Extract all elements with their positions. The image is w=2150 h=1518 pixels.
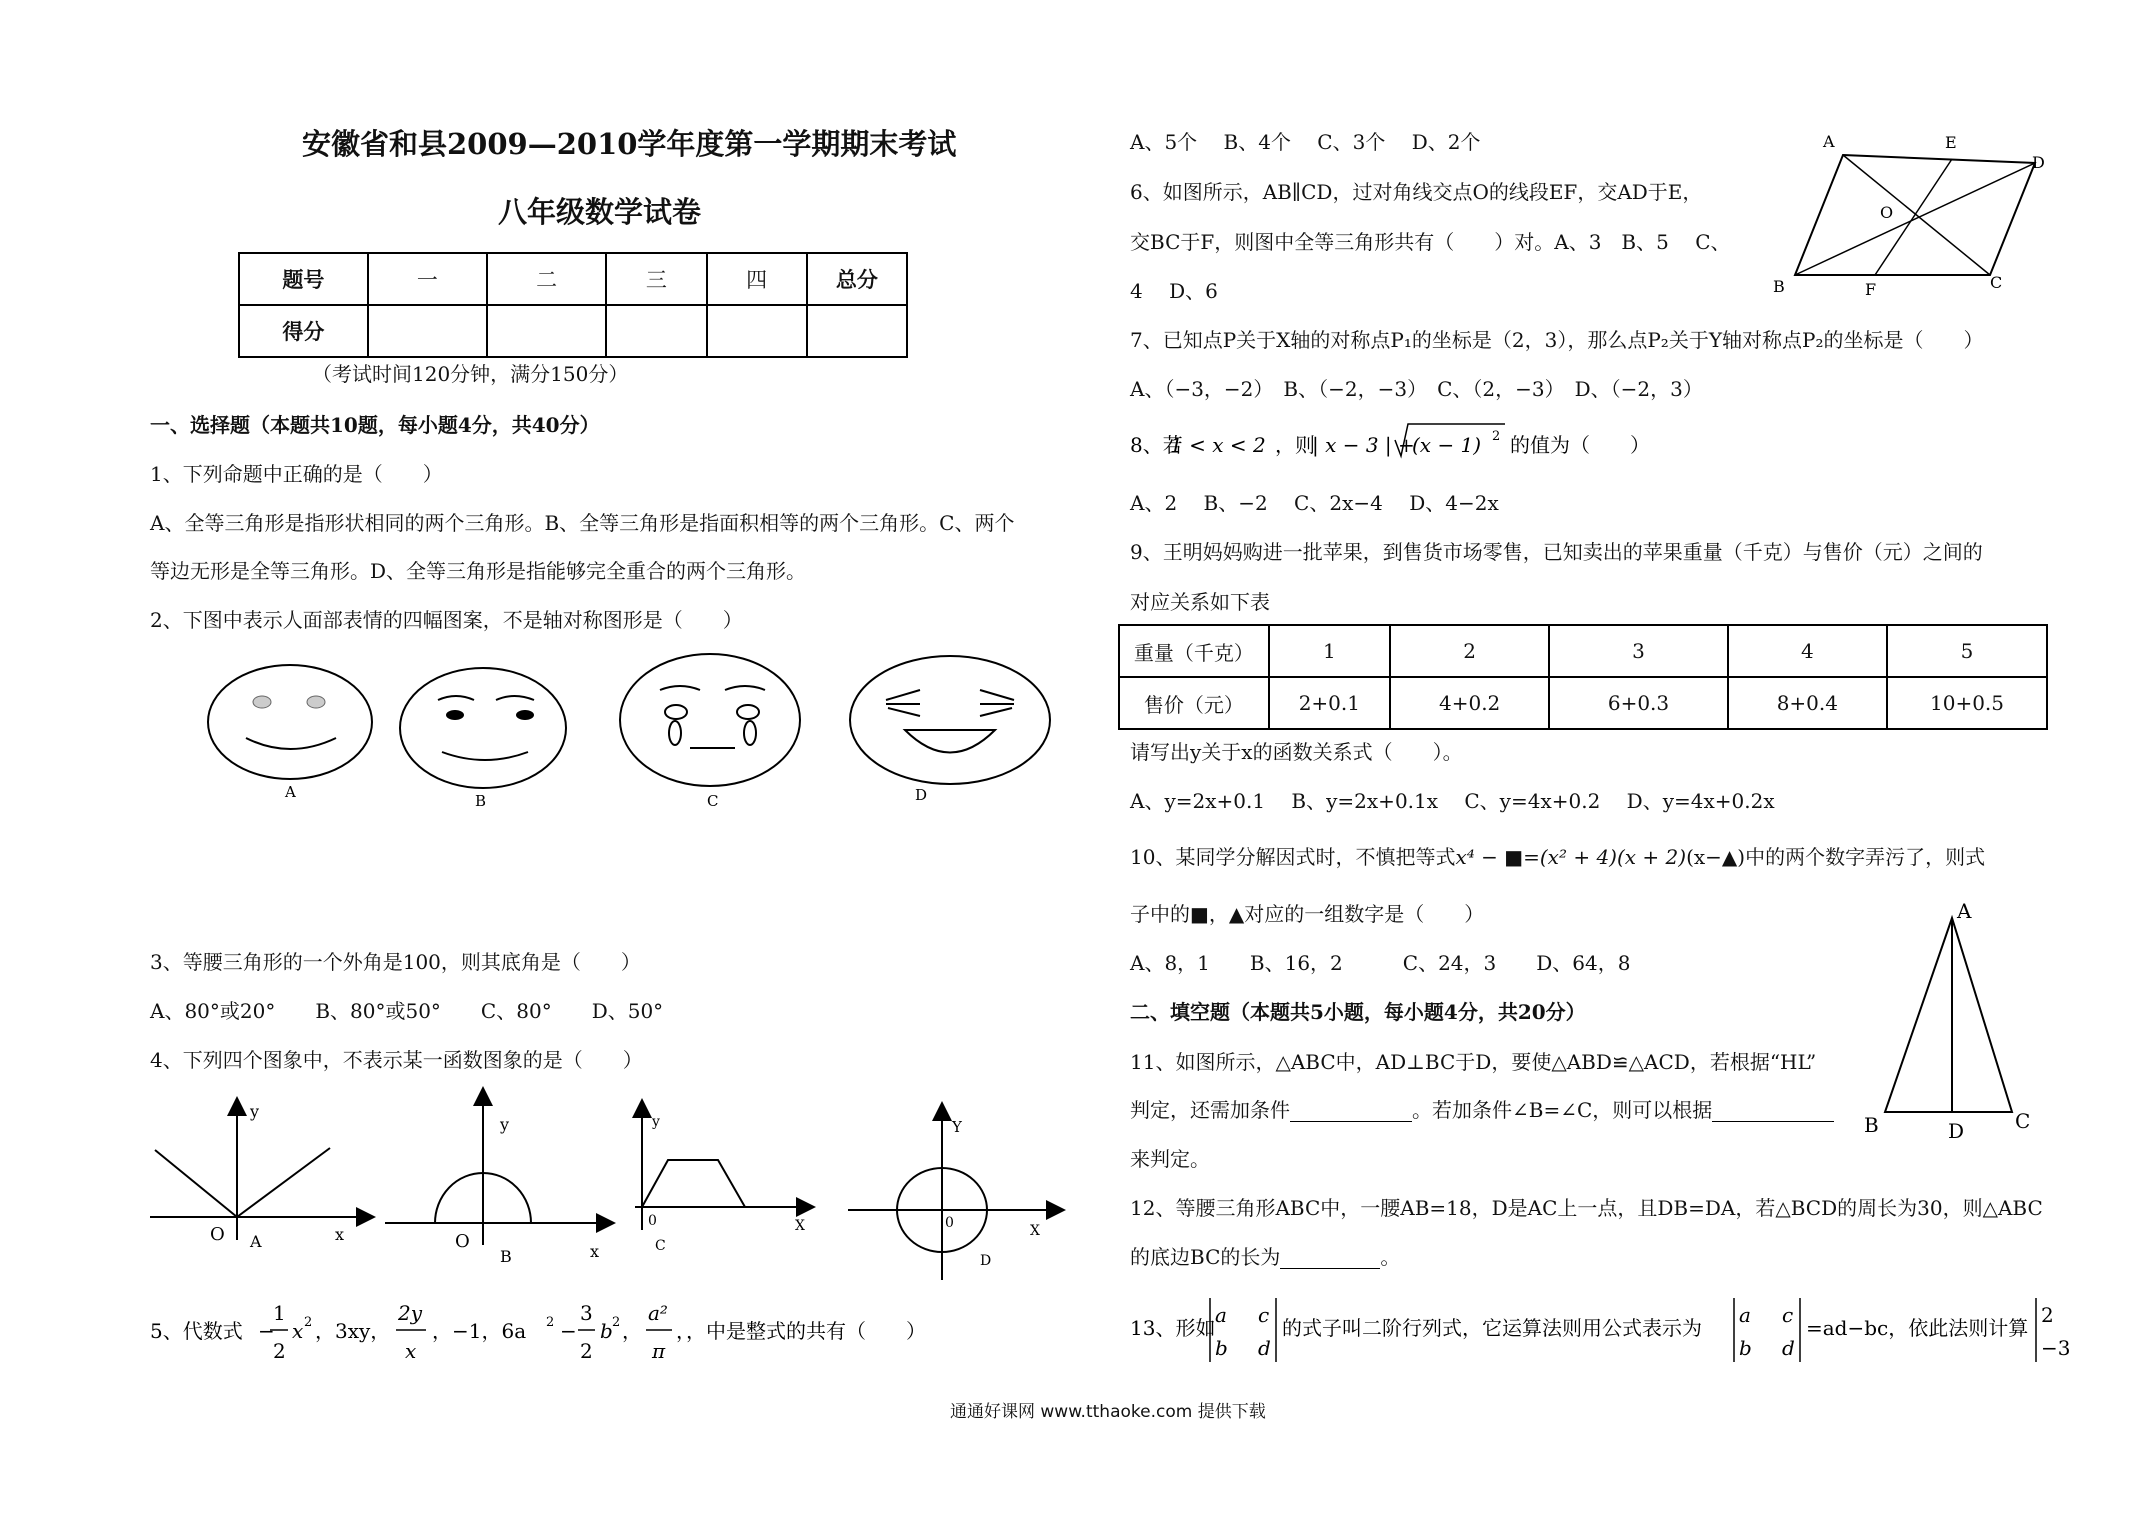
q13-prefix: 13、形如 <box>1130 1316 1216 1340</box>
score-row-label: 得分 <box>239 305 368 357</box>
graph-b-label: B <box>500 1247 512 1266</box>
graph-b-origin: O <box>455 1231 470 1252</box>
q7-options: A、（−3，−2） B、（−2，−3） C、（2，−3） D、（−2，3） <box>1130 377 1703 401</box>
graph-c-y-label: y <box>652 1114 660 1130</box>
q9-line2: 对应关系如下表 <box>1130 590 1270 614</box>
q1-line1: A、全等三角形是指形状相同的两个三角形。B、全等三角形是指面积相等的两个三角形。C、两个 <box>150 511 1015 535</box>
q9-cell: 8+0.4 <box>1728 677 1887 729</box>
q9-cell: 售价（元） <box>1119 677 1269 729</box>
q5-frac2-den: x <box>405 1339 417 1363</box>
q5-frac4-num: a² <box>648 1301 668 1325</box>
q10-options: A、8，1 B、16，2 C、24，3 D、64，8 <box>1130 951 1631 975</box>
face-label-d: D <box>915 786 928 804</box>
time-note: （考试时间120分钟，满分150分） <box>312 362 629 386</box>
graph-d-label: D <box>980 1253 992 1269</box>
q13-mid: 的式子叫二阶行列式，它运算法则用公式表示为 <box>1282 1316 1702 1340</box>
q11-label-c: C <box>2015 1109 2031 1133</box>
q11-line2b: 。若加条件∠B=∠C，则可以根据 <box>1412 1098 1713 1122</box>
q13-det1-a: a <box>1215 1303 1227 1327</box>
face-label-b: B <box>475 792 487 810</box>
graph-c-origin: 0 <box>648 1213 657 1229</box>
q8-sup: 2 <box>1492 429 1501 444</box>
q9-cell: 4+0.2 <box>1390 677 1549 729</box>
graph-c-x-label: X <box>795 1218 805 1234</box>
q6-label-b: B <box>1773 277 1785 296</box>
q6-line1: 6、如图所示，AB∥CD，过对角线交点O的线段EF，交AD于E， <box>1130 180 1703 204</box>
graph-d-origin: 0 <box>945 1215 954 1231</box>
face-label-c: C <box>707 792 719 810</box>
q5-part2: ，3xy， <box>315 1319 391 1343</box>
q9-after: 请写出y关于x的函数关系式（ ）。 <box>1130 740 1463 764</box>
q5-frac3-num: 3 <box>580 1301 593 1325</box>
q6-line3: 4 D、6 <box>1130 279 1218 303</box>
q11-line3: 来判定。 <box>1130 1147 1210 1171</box>
q9-cell: 10+0.5 <box>1887 677 2047 729</box>
q5-frac3-den: 2 <box>580 1339 593 1363</box>
graph-d-x-label: X <box>1030 1223 1040 1239</box>
q11-label-d: D <box>1948 1119 1965 1143</box>
q5-suffix: ，，中是整式的共有（ ） <box>676 1319 926 1343</box>
graph-a-label: A <box>250 1232 262 1251</box>
q12-line1: 12、等腰三角形ABC中，一腰AB=18，D是AC上一点，且DB=DA，若△BCD的周长为30，则△ABC <box>1130 1196 2043 1220</box>
q6-label-e: E <box>1945 133 1957 152</box>
q11-label-b: B <box>1864 1113 1879 1137</box>
q5-comma: ， <box>622 1319 642 1343</box>
q2-stem: 2、下图中表示人面部表情的四幅图案，不是轴对称图形是（ ） <box>150 608 743 632</box>
q9-line1: 9、王明妈妈购进一批苹果，到售货市场零售，已知卖出的苹果重量（千克）与售价（元）之间的 <box>1130 540 1983 564</box>
q8-abs: | x − 3 | + <box>1312 433 1415 457</box>
score-header-cell: 四 <box>707 253 807 305</box>
q10-prefix: 10、某同学分解因式时，不慎把等式 <box>1130 845 1456 869</box>
score-header-cell: 三 <box>606 253 706 305</box>
q6-label-f: F <box>1865 280 1877 299</box>
q9-cell: 6+0.3 <box>1549 677 1727 729</box>
q13-det1-c: c <box>1258 1303 1270 1327</box>
q8-mid: ，则 <box>1275 433 1315 457</box>
q11-line1: 11、如图所示，△ABC中，AD⊥BC于D，要使△ABD≌△ACD，若根据“HL” <box>1130 1050 1817 1074</box>
score-header-cell: 总分 <box>807 253 907 305</box>
q6-label-c: C <box>1990 273 2003 292</box>
q9-cell: 2 <box>1390 625 1549 677</box>
section2-heading: 二、填空题（本题共5小题，每小题4分，共20分） <box>1130 1000 1586 1024</box>
q5-x: x <box>292 1319 304 1343</box>
q8-range: 1 < x < 2 <box>1170 433 1266 457</box>
q5-frac2-num: 2y <box>398 1301 423 1325</box>
q9-options: A、y=2x+0.1 B、y=2x+0.1x C、y=4x+0.2 D、y=4x+0.2x <box>1130 789 1775 813</box>
q6-label-o: O <box>1880 203 1894 222</box>
q9-cell: 2+0.1 <box>1269 677 1390 729</box>
q8-suffix: 的值为（ ） <box>1510 433 1650 457</box>
q5-part3: ，−1，6a <box>432 1319 527 1343</box>
graph-b-x-label: x <box>590 1242 600 1261</box>
q13-det2-c: c <box>1782 1303 1794 1327</box>
q5-options: A、5个 B、4个 C、3个 D、2个 <box>1130 130 1481 154</box>
q9-cell: 1 <box>1269 625 1390 677</box>
q13-det1-d: d <box>1258 1336 1271 1360</box>
q8-sqrt-body: (x − 1) <box>1412 433 1482 457</box>
q11-line2a: 判定，还需加条件 <box>1130 1098 1290 1122</box>
q5-frac1-num: 1 <box>273 1301 286 1325</box>
q12-line2b: 。 <box>1380 1245 1401 1269</box>
q13-det2-d: d <box>1782 1336 1795 1360</box>
q5-sup-b: 2 <box>612 1315 621 1330</box>
q5-sup: 2 <box>304 1315 313 1330</box>
exam-subtitle: 八年级数学试卷 <box>498 195 702 229</box>
graph-c-label: C <box>655 1238 666 1254</box>
q13-det2-a: a <box>1739 1303 1751 1327</box>
score-header-cell: 二 <box>487 253 606 305</box>
q10-tail: (x−▲)中的两个数字弄污了，则式 <box>1686 845 1986 869</box>
q1-line2: 等边无形是全等三角形。D、全等三角形是指能够完全重合的两个三角形。 <box>150 559 807 583</box>
q1-stem: 1、下列命题中正确的是（ ） <box>150 462 443 486</box>
q13-det3-top: 2 <box>2041 1303 2054 1327</box>
face-label-a: A <box>285 783 296 801</box>
q12-line2a: 的底边BC的长为 <box>1130 1245 1281 1269</box>
q5-minus2: − <box>560 1319 577 1343</box>
q3-options: A、80°或20° B、80°或50° C、80° D、50° <box>150 999 664 1023</box>
q3-stem: 3、等腰三角形的一个外角是100，则其底角是（ ） <box>150 950 641 974</box>
q9-cell: 5 <box>1887 625 2047 677</box>
q5-prefix: 5、代数式 <box>150 1319 243 1343</box>
graph-a-y-label: y <box>250 1102 260 1121</box>
q5-sup-a: 2 <box>546 1315 555 1330</box>
q13-formula: =ad−bc，依此法则计算 <box>1806 1316 2029 1340</box>
q13-det1-b: b <box>1215 1336 1228 1360</box>
graph-a-x-label: x <box>335 1225 345 1244</box>
q6-label-a: A <box>1823 132 1835 151</box>
q6-label-d: D <box>2032 153 2045 172</box>
q13-det3-bottom: −3 <box>2041 1336 2071 1360</box>
graph-a-origin: O <box>210 1224 225 1245</box>
q4-stem: 4、下列四个图象中，不表示某一函数图象的是（ ） <box>150 1048 643 1072</box>
q5-minus: − <box>258 1319 275 1343</box>
exam-title: 安徽省和县2009—2010学年度第一学期期末考试 <box>302 127 957 161</box>
score-header-cell: 题号 <box>239 253 368 305</box>
q8-prefix: 8、若 <box>1130 433 1183 457</box>
q10-expr: x⁴ − ■=(x² + 4)(x + 2) <box>1455 845 1687 869</box>
q9-cell: 4 <box>1728 625 1887 677</box>
q10-line2: 子中的■，▲对应的一组数字是（ ） <box>1130 902 1485 926</box>
q7-stem: 7、已知点P关于X轴的对称点P₁的坐标是（2，3），那么点P₂关于Y轴对称点P₂的坐标是（ ） <box>1130 328 1984 352</box>
score-header-cell: 一 <box>368 253 487 305</box>
q5-frac1-den: 2 <box>273 1339 286 1363</box>
section1-heading: 一、选择题（本题共10题，每小题4分，共40分） <box>150 413 600 437</box>
q13-det2-b: b <box>1739 1336 1752 1360</box>
q11-label-a: A <box>1957 899 1972 923</box>
q9-cell: 重量（千克） <box>1119 625 1269 677</box>
graph-d-y-label: Y <box>952 1118 962 1136</box>
q5-b: b <box>600 1319 613 1343</box>
q5-frac4-den: π <box>652 1339 666 1363</box>
graph-b-y-label: y <box>500 1115 510 1134</box>
footer-credit: 通通好课网 www.tthaoke.com 提供下载 <box>950 1402 1266 1422</box>
q9-cell: 3 <box>1549 625 1727 677</box>
q8-options: A、2 B、−2 C、2x−4 D、4−2x <box>1130 491 1499 515</box>
q6-line2: 交BC于F，则图中全等三角形共有（ ）对。A、3 B、5 C、 <box>1130 230 1731 254</box>
